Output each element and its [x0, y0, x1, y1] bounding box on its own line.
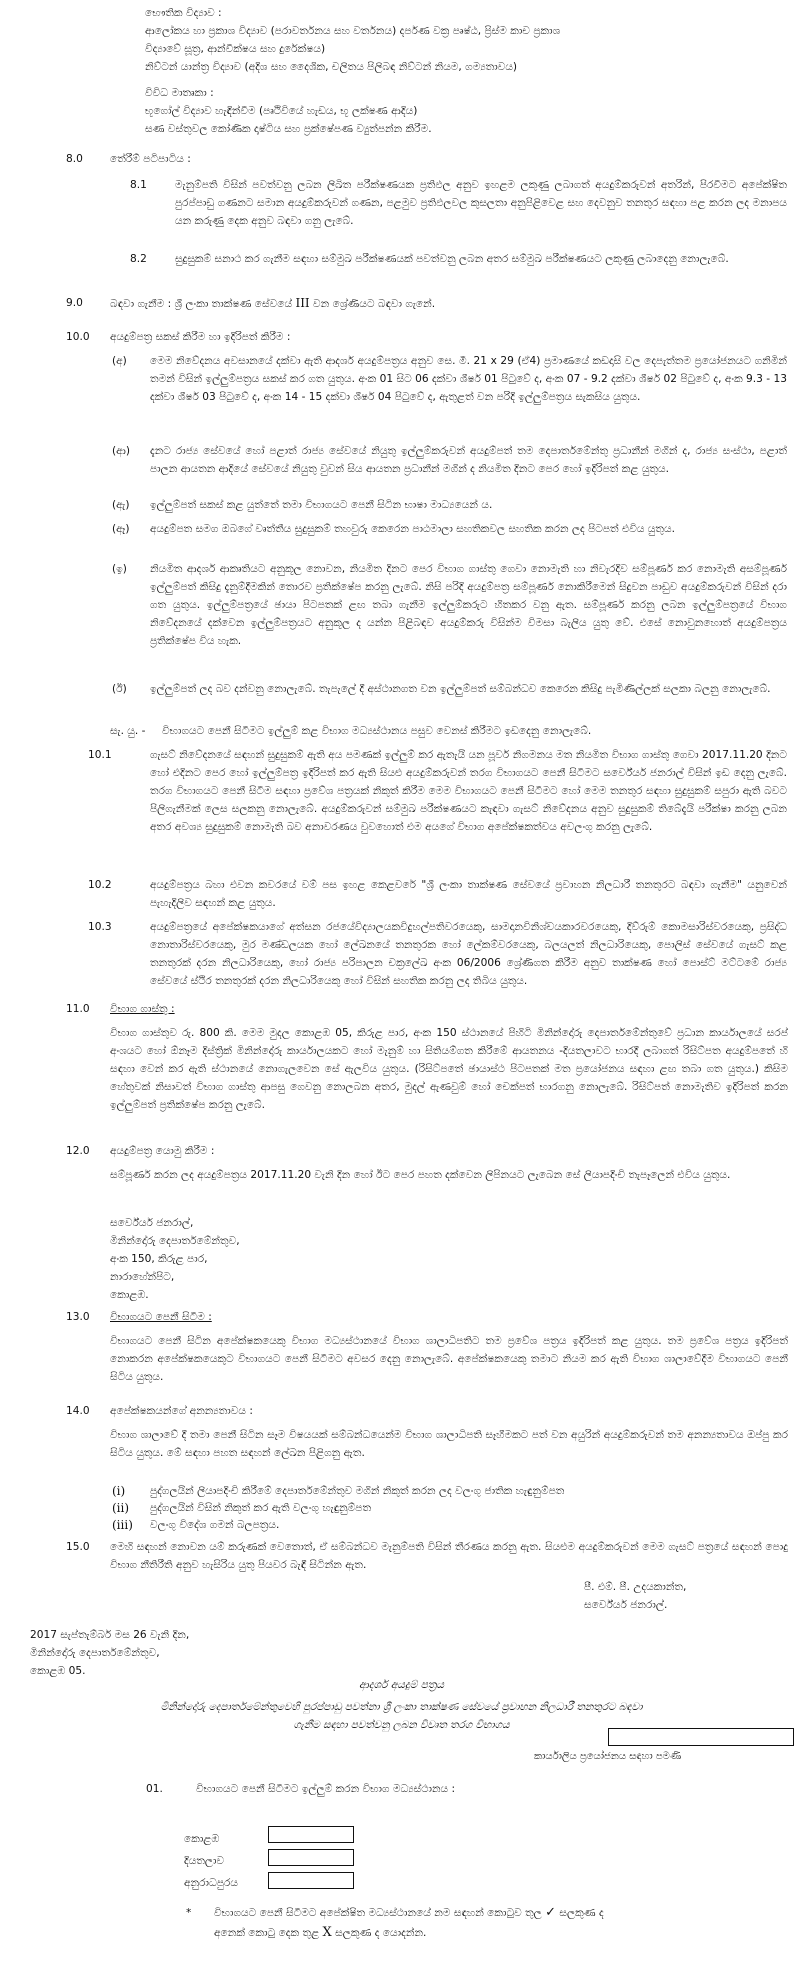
dateline-date: 2017 සැප්තැම්බර් මස 26 වැනි දින,	[30, 1629, 190, 1641]
centre-checkbox-anuradhapura[interactable]	[268, 1872, 354, 1889]
centre-label-diyatalawa: දියතලාව	[184, 1855, 225, 1867]
centre-label-anuradhapura: අනුරාධපුරය	[184, 1877, 239, 1889]
form-note-text: සලකුණ ද	[556, 1907, 604, 1919]
subsection-text: මැනුම්පති විසින් පවත්වනු ලබන ලිඛිත පරීක්ෂණයක ප්‍රතිඵල අනුව ඉහළම ලකුණු ලබාගත් අයදුම්කරුවන් අතරින්, පිරවීමට අපේක්ෂිත පුරප්පාඩු ගණනට සමාන අයදුම්කරුවන් ගණන, පළමුව ප්‍රතිඵලවල කුසලතා අනුපිළිවෙළ සහ දෙවනුව තනතුර සඳහා පළ කරන ලද මනාපය යන කරුණු දෙක අනුව බඳවා ගනු ලැබේ.	[175, 179, 787, 227]
subsection-number: 10.3	[88, 921, 112, 933]
section-text: විභාග ගාස්තුව රු. 800 කි. මෙම මුදල කොළඹ 05, කිරුළ පාර, අංක 150 ස්ථානයේ පිහිටි මිනින්දෝරු දෙපාර්තමේන්තුවේ ප්‍රධාන කාර්යාලයේ සරප් අංශයට හෝ ඕනෑම දිස්ත්‍රික් මිනින්දෝරු කාර්යාලයකට හෝ මැනුම් හා සිතියම්ගත කිරීමේ ආයතනය -දියතලාවට භාරදී ලබාගත් රිසිට්පත අයදුම්පතේ හි සඳහා වෙන් කර ඇති ස්ථානයේ නොගැලවෙන සේ ඇලවිය යුතුය. (රිසිට්පතේ ඡායාස්ථ පිටපතක් මත ප්‍රයෝජනය සඳහා ළඟ තබා ගත යුතුය.) කිසිම හේතුවක් නිසාවත් විභාග ගාස්තු ආපසු ගෙවනු නොලබන අතර, මුදල් ඇණවුම් හෝ චෙක්පත් භාරගනු නොලැබේ. රිසිට්පත් නොමැතිව ඉදිරිපත් කරන ඉල්ලුම්පත් ප්‍රතික්ෂේප කරනු ලැබේ.	[110, 1027, 788, 1111]
subsection-number: 8.2	[130, 253, 147, 265]
section-number: 14.0	[66, 1405, 90, 1417]
signatory-title: සර්වේයර් ජනරාල්.	[584, 1599, 668, 1611]
subsection-number: 10.1	[88, 749, 112, 761]
note-asterisk: *	[186, 1907, 192, 1919]
item-text: අයදුම්පත සමග ඔබගේ වෘත්තීය සුදුසුකම් තහවුරු කෙරෙන පාඨමාලා සහතිකවල සහතික කරන ලද පිටපත් එවිය යුතුය.	[150, 523, 676, 535]
signatory-name: පී. එම්. පී. උදයකාන්ත,	[584, 1581, 687, 1593]
item-mark: (ඉ)	[112, 563, 127, 575]
section-number: 8.0	[66, 153, 83, 165]
syllabus-line: භූගෝල් විද්‍යාව හැඳින්වීම (පෘථිවියේ හැඩය, භූ ලක්ෂණ ආදිය)	[145, 105, 418, 117]
item-mark: (ඈ)	[112, 523, 130, 535]
form-title-line: ගැනීම සඳහා පවත්වනු ලබන විවෘත තරග විභාගය	[293, 1719, 510, 1731]
office-use-box[interactable]	[608, 1728, 794, 1746]
section-text: සම්පූර්ණ කරන ලද අයදුම්පත්‍රය 2017.11.20 වැනි දින හෝ ඊට පෙර පහත දක්වෙන ලිපිනයට ලැබෙන සේ ලියාපදිංචි තැපෑලෙන් එවිය යුතුය.	[110, 1169, 731, 1181]
note-mark: සැ. යු. -	[110, 725, 146, 737]
subsection-text: සුදුසුකම් සනාථ කර ගැනීම සඳහා සම්මුඛ පරීක්ෂණයක් පවත්වනු ලබන අතර සම්මුඛ පරීක්ෂණයට ලකුණු ලබාදෙනු නොලැබේ.	[175, 253, 729, 265]
list-text: පුද්ගලයින් ලියාපදිංචි කිරීමේ දෙපාර්තමේන්තුව මගින් නිකුත් කරන ලද වලංගු ජාතික හැඳුනුම්පත	[150, 1485, 565, 1497]
office-use-label: කාර්යාලිය ප්‍රයෝජනය සඳහා පමණි	[534, 1751, 682, 1762]
section-text: මෙහි සඳහන් නොවන යම් කරුණක් වෙතොත්, ඒ සම්බන්ධව මැනුම්පති විසින් තීරණය කරනු ඇත. සියළුම අයදුම්කරුවන් මෙම ගැසට් පත්‍රයේ සඳහන් පොදු විභාග නීතිරීති අනුව හැසිරිය යුතු පියවර බැඳී සිටින්න ඇත.	[110, 1541, 788, 1571]
form-note-line	[214, 1924, 426, 1942]
subsection-text: අයදුම්පත්‍රයේ අපේක්ෂකයාගේ අත්සන රජයේවිද්‍යාලයකවිදුහල්පතිවරයෙකු, සාමදානවිනිශ්චයකාරවරයෙකු, දිව්රුම් කොමසාරිස්වරයෙකු, ප්‍රසිද්ධ නොතාරිස්වරයෙකු, මුර මණ්ඩලයක හෝ ලේඛනයේ තනතුරක හෝ ලේකම්වරයෙකු, බලයලත් නිලධාරියෙකු, පොලිස් සේවයේ ගැසට් කළ තනතුරක් දරන නිලධාරියෙකු, හෝ රාජ්‍ය පරිපාලන චක්‍රලේඛ අංක 06/2006 ශ්‍රේණිගත කිරීම අනුව තාක්ෂණ හෝ පොස්ට් මට්ටමේ රාජ්‍ය සේවයේ ස්ථිර තනතුරක් දරන නිලධාරියෙකු හෝ විසින් සහතික කරනු ලද තිබිය යුතුය.	[150, 921, 787, 987]
dateline-city: කොළඹ 05.	[30, 1665, 86, 1677]
question-number: 01.	[146, 1783, 163, 1795]
form-note-text: අනෙක් කොටු දෙක තුළ	[214, 1927, 323, 1939]
address-line: මිනින්දෝරු දෙපාර්තමේන්තුව,	[110, 1235, 240, 1247]
address-line: නාරාහේන්පිට,	[110, 1271, 175, 1283]
section-title: විභාග ගාස්තු :	[110, 1003, 175, 1015]
section-number: 11.0	[66, 1003, 90, 1015]
syllabus-line: ආලෝකය හා ප්‍රකාශ විද්‍යාව (පරාවර්තනය සහ වර්තනය) දර්පණ වක්‍ර පෘෂ්ඨ, ප්‍රිස්ම කාච ප්‍රකාශ	[145, 25, 561, 37]
syllabus-line: විද්‍යාවේ සූත්‍ර, ආන්වීක්ෂය සහ දුරේක්ෂය)	[145, 43, 326, 55]
section-number: 10.0	[66, 331, 90, 343]
subsection-text: අයදුම්පත්‍රය බහා එවන කවරයේ වම් පස ඉහළ කෙළවරේ "ශ්‍රී ලංකා තාක්ෂණ සේවයේ ප්‍රවාහන නිලධාරී තනතුරට බඳවා ගැනීම" යනුවෙන් පැහැදිලිව සඳහන් කළ යුතුය.	[150, 879, 787, 909]
syllabus-continuation	[145, 4, 785, 138]
section-title: අයදුම්පත්‍ර යොමු කිරීම :	[110, 1145, 215, 1157]
tick-mark-icon: ✓	[545, 1905, 557, 1920]
syllabus-line: විවිධ මාතෘකා :	[145, 87, 214, 99]
item-text: නියමිත ආදර්ශ ආකෘතියට අනුකූල නොවන, නියමිත දිනට පෙර විභාග ගාස්තු ගෙවා නොමැති හා නිවැරදිව සම්පූර්ණ කර නොමැති අසම්පූර්ණ ඉල්ලුම්පත් කිසිදු දැනුම්දීමකින් තොරව ප්‍රතික්ෂේප කරනු ලැබේ. නිසි පරිදි අයදුම්පත්‍ර සම්පූර්ණ නොකිරීමෙන් සිදුවන පාඩුව අයදුම්කරුවන් විසින් දරා ගත යුතුය. ඉල්ලුම්පත්‍රයේ ඡායා පිටපතක් ළඟ තබා ගැනීම ඉල්ලුම්කරුට හිතකර වනු ඇත. සම්පූර්ණ කරනු ලබන ඉල්ලුම්පත්‍රයේ විභාග නිවේදනයේ දක්වෙන ඉල්ලුම්පත්‍රයට අනුකූල ද යන්න පිළිබඳව අයදුම්කරු විසින්ම විමසා බැලිය යුතු වේ. එසේ නොවුනහොත් අයදුම්පත්‍රය ප්‍රතික්ෂේප විය හැක.	[150, 563, 787, 647]
section-text	[110, 294, 435, 313]
list-mark: (iii)	[112, 1518, 133, 1532]
section-title: තේරීම් පටිපාටිය :	[110, 153, 191, 165]
grade-numeral: III	[295, 296, 310, 310]
form-note-text: විභාගයට පෙනී සිටීමට අපේක්ෂිත මධ්‍යස්ථානයේ නම සඳහන් කොටුව තුල	[214, 1907, 546, 1919]
list-text: පුද්ගලයින් විසින් නිකුත් කර ඇති වලංගු හැඳුනුම්පත	[150, 1502, 372, 1514]
list-item	[112, 1499, 772, 1516]
section-title: අපේක්ෂකයන්ගේ අනන්‍යතාවය :	[110, 1405, 253, 1417]
list-mark: (i)	[112, 1484, 126, 1498]
section-number: 15.0	[66, 1541, 90, 1553]
centre-checkbox-diyatalawa[interactable]	[268, 1849, 354, 1866]
dateline	[30, 1626, 189, 1680]
question-text: විභාගයට පෙනී සිටීමට ඉල්ලුම් කරන විභාග මධ්‍යස්ථානය :	[196, 1783, 456, 1795]
item-text: දැනට රාජ්‍ය සේවයේ හෝ පළාත් රාජ්‍ය සේවයේ නියුතු ඉල්ලුම්කරුවන් අයදුම්පත් තම දෙපාර්තමේන්තු ප්‍රධානීන් මගින් ද, රාජ්‍ය සංස්ථා, පළාත් පාලන ආයතන ආදියේ සේවයේ නියුතු වුවන් සිය ආයතන ප්‍රධානීන් මගින් ද නියමිත දිනට පෙර හෝ ඉදිරිපත් කළ යුතුය.	[150, 445, 787, 475]
item-mark: (ඇ)	[112, 499, 130, 511]
note-text: විභාගයට පෙනී සිටීමට ඉල්ලුම් කළ විභාග මධ්‍යස්ථානය පසුව වෙනස් කිරීමට ඉඩදෙනු නොලැබේ.	[162, 725, 592, 737]
section-number: 12.0	[66, 1145, 90, 1157]
centre-checkbox-colombo[interactable]	[268, 1826, 354, 1843]
address-line: කොළඹ.	[110, 1289, 149, 1301]
section-text: විභාග ශාලාවේ දී තමා පෙනී සිටින සෑම විෂයයක් සම්බන්ධයෙන්ම විභාග ශාලාධිපති සෑහීමකට පත් වන අයුරින් අයදුම්කරුවන් තම අනන්‍යතාවය ඔප්පු කර සිටිය යුතුය. මේ සඳහා පහත සඳහන් ලේඛන පිළිගනු ඇත.	[110, 1429, 788, 1459]
syllabus-line: නිව්ටන් යාන්ත්‍ර විද්‍යාව (අදිශ සහ දෛශික, චලිතය පිලිබඳ නිව්ටන් නියම, ගම්‍යතාවය)	[145, 61, 518, 73]
syllabus-line: සණ වස්තුවල කෝණික දෘෂ්ටිය සහ ප්‍රක්ෂේපණ ව්‍යුත්පන්න කිරීම.	[145, 123, 432, 135]
section-number: 13.0	[66, 1311, 90, 1323]
item-mark: (අ)	[112, 355, 127, 367]
subsection-text: ගැසට් නිවේදනයේ සඳහන් සුදුසුකම් ඇති අය පමණක් ඉල්ලුම් කර ඇතැයි යන පූර්ව නිගමනය මත නියමිත විභාග ගාස්තු ගෙවා 2017.11.20 දිනට හෝ එදිනට පෙර හෝ ඉල්ලුම්පත්‍ර ඉදිරිපත් කර ඇති සියළු අයදුම්කරුවන් තරග විභාගයට පෙනී සිටීමට සර්වේයර් ජනරාල් විසින් ඉඩ දෙනු ලැබේ. තරග විභාගයට පෙනී සිටීම සඳහා ප්‍රවේශ පත්‍රයක් නිකුත් කිරීම මෙම විභාගයට පෙනී සිටීමට හෝ මෙම තනතුර සඳහා සුදුසුකම් සපුරා ඇති බවට පිලිගැනීමක් ලෙස සලකනු නොලැබේ. අයදුම්කරුවන් සම්මුඛ පරීක්ෂණයට කැඳවා ගැසට් නිවේදනය අනුව සුදුසුකම් තිබේදැයි පරීක්ෂා කරනු ලබන අතර අවශ්‍ය සුදුසුකම් නොමැති බව අනාවරණය වුවහොත් එම අයගේ විභාග අපේක්ෂකත්වය අවලංගු කරනු ලැබේ.	[150, 749, 787, 833]
item-text: ඉල්ලුම්පත් සකස් කළ යුත්තේ තමා විභාගයට පෙනී සිටින භාෂා මාධ්‍යයෙන් ය.	[150, 499, 493, 511]
list-text: වලංගු විදේශ ගමන් බලපත්‍රය.	[150, 1519, 280, 1531]
syllabus-line: භෞතික විද්‍යාව :	[145, 7, 222, 19]
cross-mark-icon: X	[322, 1925, 332, 1940]
centre-label-colombo: කොළඹ	[184, 1833, 220, 1845]
section-number: 9.0	[66, 297, 83, 309]
section-title: අයදුම්පත්‍ර සකස් කිරීම හා ඉදිරිපත් කිරීම :	[110, 331, 291, 343]
list-item	[112, 1482, 772, 1499]
list-mark: (ii)	[112, 1501, 130, 1515]
signature-block	[584, 1578, 686, 1614]
item-text: ඉල්ලුම්පත් ලද බව දන්වනු නොලැබේ. තැපැලේ දී අස්ථානගත වන ඉල්ලුම්පත් සම්බන්ධව කෙරෙන කිසිදු පැමිණිල්ලක් සලකා බලනු නොලැබේ.	[150, 683, 771, 695]
item-mark: (ඊ)	[112, 683, 127, 695]
item-text: මෙම නිවේදනය අවසානයේ දක්වා ඇති ආදර්ශ අයදුම්පත්‍රය අනුව සෙ. මී. 21 x 29 (ඒ4) ප්‍රමාණයේ කඩදාසි වල දෙපැත්තම ප්‍රයෝජනයට ගනිමින් තමන් විසින් ඉල්ලුම්පත්‍රය සකස් කර ගත යුතුය. අංක 01 සිට 06 දක්වා ශීර්ෂ 01 පිටුවේ ද, අංක 07 - 9.2 දක්වා ශීර්ෂ 02 පිටුවේ ද, අංක 9.3 - 13 දක්වා ශීර්ෂ 03 පිටුවේ ද, අංක 14 - 15 දක්වා ශීර්ෂ 04 පිටුවේ ද, ඇතුළත් වන පරිදි ඉල්ලුම්පත්‍රය සැකසිය යුතුය.	[150, 355, 787, 403]
form-note-text: සලකුණ ද යොදන්න.	[331, 1927, 427, 1939]
section-title: විභාගයට පෙනී සිටීම :	[110, 1311, 212, 1323]
id-documents-list	[112, 1482, 772, 1533]
subsection-number: 8.1	[130, 179, 147, 191]
item-mark: (ආ)	[112, 445, 131, 457]
section-text: විභාගයට පෙනී සිටින අපේක්ෂකයෙකු විභාග මධ්‍යස්ථානයේ විභාග ශාලාධිපතිට තම ප්‍රවේශ පත්‍රය ඉදිරිපත් කළ යුතුය. තම ප්‍රවේශ පත්‍රය ඉදිරිපත් නොකරන අපේක්ෂකයෙකුට විභාගයට පෙනී සිටීමට අවසර දෙනු නොලැබේ. අපේක්ෂකයෙකු තමාට නියම කර ඇති විභාග ශාලාවේදීම විභාගයට පෙනී සිටිය යුතුය.	[110, 1335, 788, 1383]
form-heading: ආදර්ශ අයදුම් පත්‍රය	[358, 1679, 445, 1691]
section-text-part: වන ශ්‍රේණියට බඳවා ගැනේ.	[309, 298, 436, 310]
syllabus-line	[145, 76, 785, 84]
dateline-office: මිනින්දෝරු දෙපාර්තමේන්තුව,	[30, 1647, 160, 1659]
section-text-part: බඳවා ගැනීම : ශ්‍රී ලංකා තාක්ෂණ සේවයේ	[110, 298, 296, 310]
address-line: සර්වේයර් ජනරාල්,	[110, 1217, 194, 1229]
subsection-number: 10.2	[88, 879, 112, 891]
form-title-line: මිනින්දෝරු දෙපාර්තමේන්තුවෙහි පුරප්පාඩු පවත්නා ශ්‍රී ලංකා තාක්ෂණ සේවයේ ප්‍රවාහන නිලධාරී තනතුරට බඳවා	[160, 1701, 643, 1713]
form-note-line	[214, 1904, 789, 1922]
address-line: අංක 150, කිරුළ පාර,	[110, 1253, 208, 1265]
list-item	[112, 1516, 772, 1533]
address-block	[110, 1214, 788, 1304]
